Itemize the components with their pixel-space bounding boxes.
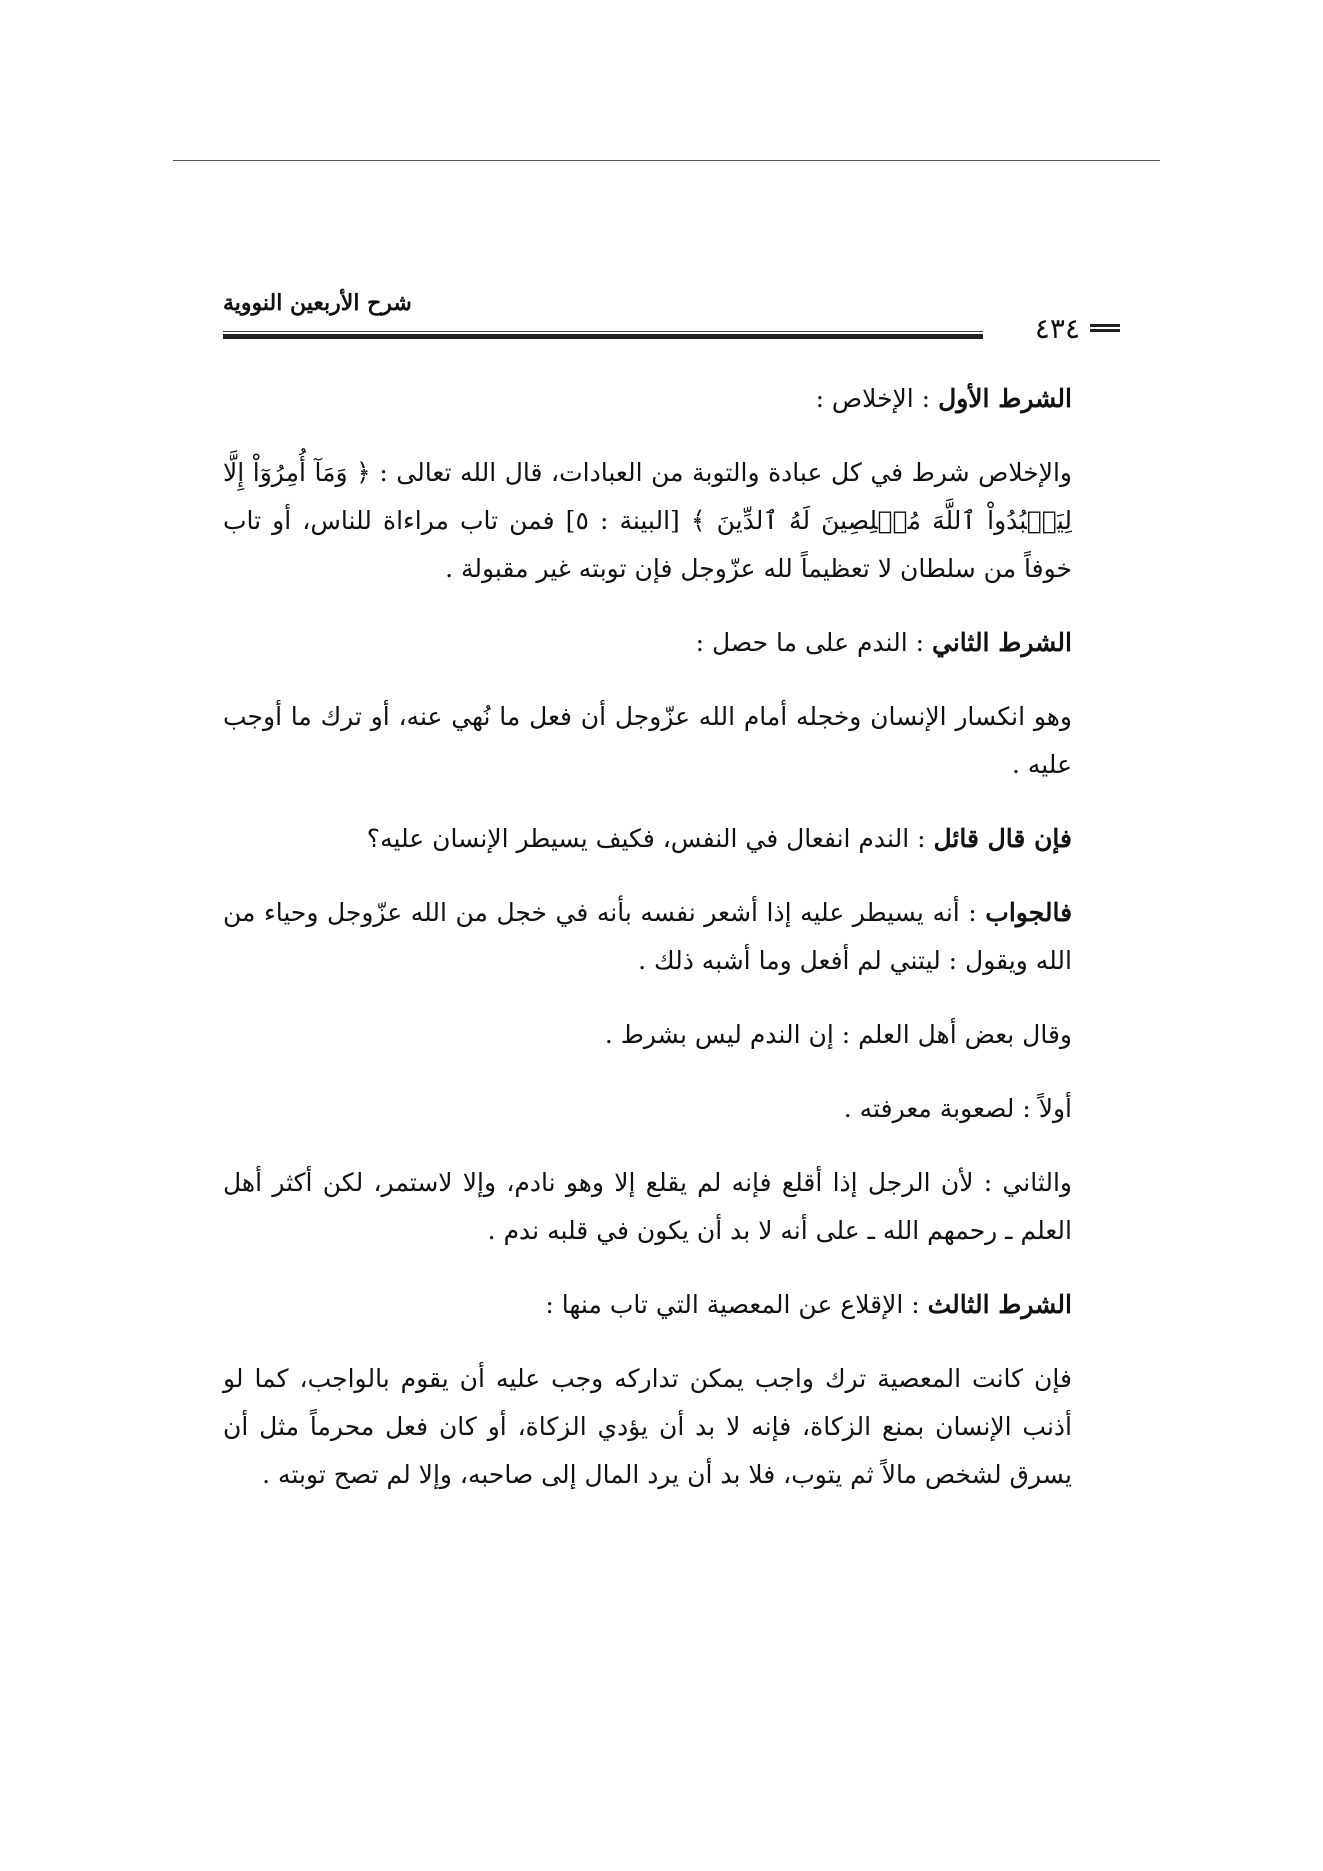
condition-2-text: : الندم على ما حصل : [695, 628, 925, 657]
answer-label: فالجواب [985, 898, 1073, 927]
paragraph-quitting: فإن كانت المعصية ترك واجب يمكن تداركه وجب عليه أن يقوم بالواجب، كما لو أذنب الإنسان بمنع الزكاة، فإنه لا بد أن يؤدي الزكاة، أو كان فعل محرماً مثل أن يسرق لشخص مالاً ثم يتوب، فلا بد أن يرد المال إلى صاحبه، وإلا لم تصح توبته . [223, 1364, 1072, 1489]
condition-3-text: : الإقلاع عن المعصية التي تاب منها : [545, 1290, 920, 1319]
condition-heading-1 [223, 375, 1120, 423]
answer-text: : أنه يسيطر عليه إذا أشعر نفسه بأنه في خجل من الله عزّوجل وحياء من الله ويقول : ليتني لم أفعل وما أشبه ذلك . [223, 898, 1072, 975]
paragraph-first: أولاً : لصعوبة معرفته . [843, 1094, 1072, 1123]
condition-2-label: الشرط الثاني [931, 628, 1072, 657]
condition-heading-3 [223, 1281, 1120, 1329]
quran-verse: ﴿ وَمَآ أُمِرُوٓاْ إِلَّا لِيَعۡبُدُواْ ٱللَّهَ مُخۡلِصِينَ لَهُ ٱلدِّينَ ﴾ [223, 458, 1072, 535]
paragraph-regret: وهو انكسار الإنسان وخجله أمام الله عزّوجل أن فعل ما نُهي عنه، أو ترك ما أوجب عليه . [223, 702, 1072, 779]
paragraph-question [223, 815, 1120, 863]
paragraph-second: والثاني : لأن الرجل إذا أقلع فإنه لم يقلع إلا وهو نادم، وإلا لاستمر، لكن أكثر أهل العلم ـ رحمهم الله ـ على أنه لا بد أن يكون في قلبه ندم . [223, 1168, 1072, 1245]
page-number: ٤٣٤ [1034, 312, 1080, 345]
sincerity-text: والإخلاص شرط في كل عبادة والتوبة من العبادات، قال الله تعالى : [379, 458, 1072, 487]
question-text: : الندم انفعال في النفس، فكيف يسيطر الإنسان عليه؟ [366, 824, 926, 853]
header-rule-thick [223, 334, 983, 339]
running-header [223, 290, 1120, 350]
condition-heading-2 [223, 619, 1120, 667]
paragraph-scholars: وقال بعض أهل العلم : إن الندم ليس بشرط . [604, 1020, 1072, 1049]
question-label: فإن قال قائل [933, 824, 1072, 853]
book-title: شرح الأربعين النووية [223, 290, 412, 316]
page-number-ornament [1090, 324, 1120, 332]
top-scan-rule [173, 160, 1160, 161]
page-body [223, 375, 1120, 1525]
header-rule-thin [223, 331, 983, 332]
paragraph-sincerity [223, 449, 1120, 593]
condition-3-label: الشرط الثالث [927, 1290, 1072, 1319]
paragraph-answer [223, 889, 1120, 985]
sincerity-continuation: [البينة : ٥] فمن تاب مراءاة للناس، أو تاب خوفاً من سلطان لا تعظيماً لله عزّوجل فإن توبته غير مقبولة . [223, 506, 1072, 583]
condition-1-label: الشرط الأول [938, 384, 1072, 413]
condition-1-text: : الإخلاص : [815, 384, 931, 413]
